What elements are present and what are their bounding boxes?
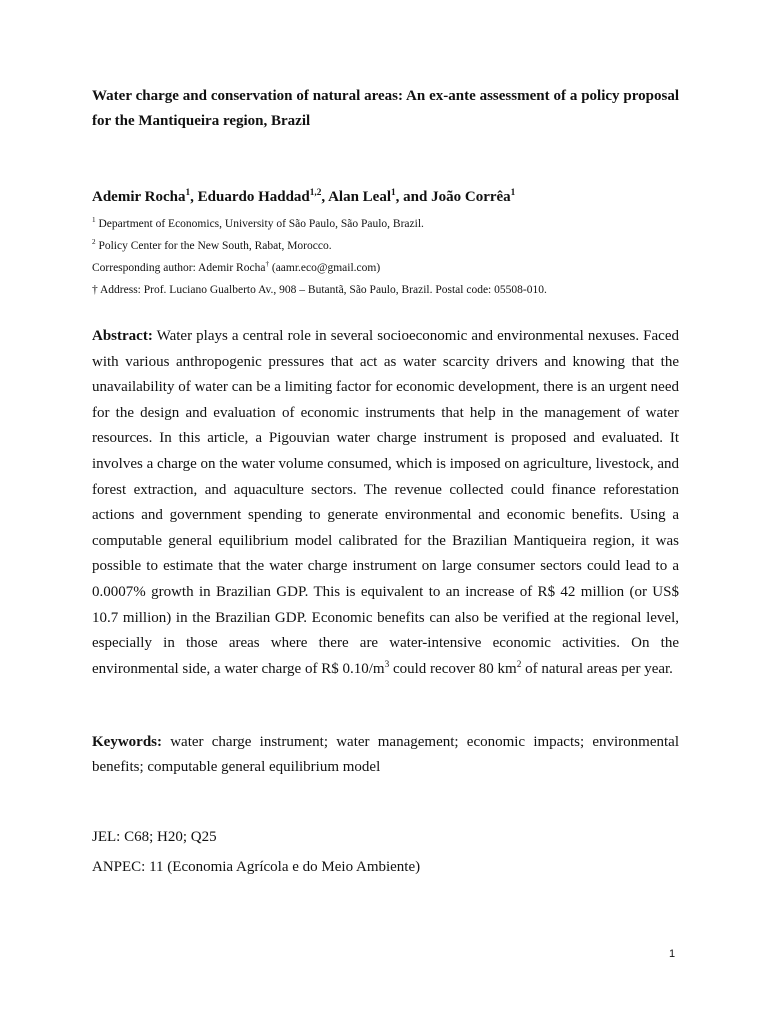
author-affiliation-mark: 1 <box>510 188 516 198</box>
abstract-text: Water plays a central role in several socioeconomic and environmental nexuses. Faced with various anthropogenic pressures that act as water scarcity drivers and knowing that the unavailability of water can be a limiting factor for economic development, there is an urgent need for the design and evaluation of economic instruments that help in the management of water resources. In this article, a Pigouvian water charge instrument is proposed and evaluated. It involves a charge on the water volume consumed, which is imposed on agriculture, livestock, and forest extraction, and aquaculture sectors. The revenue collected could finance reforestation actions and government spending to generate environmental and economic benefits. Using a computable general equilibrium model calibrated for the Brazilian Mantiqueira region, it was possible to estimate that the water charge instrument on large consumer sectors could lead to a 0.0007% growth in Brazilian GDP. This is equivalent to an increase of R$ 42 million (or US$ 10.7 million) in the Brazilian GDP. Economic benefits can also be verified at the regional level, especially in those areas where there are water-intensive economic activities. On the environmental side, a water charge of R$ 0.10/m <box>92 328 679 677</box>
affiliation-text: Policy Center for the New South, Rabat, Morocco. <box>95 240 332 252</box>
abstract <box>92 324 679 682</box>
author-affiliation-mark: 1 <box>391 188 396 198</box>
corresponding-email: (aamr.eco@gmail.com) <box>269 262 381 274</box>
author-list <box>92 187 679 207</box>
dagger-mark: † <box>265 260 269 269</box>
affiliation-mark: 2 <box>92 238 96 247</box>
anpec-area: ANPEC: 11 (Economia Agrícola e do Meio Ambiente) <box>92 859 421 876</box>
author-separator: , <box>321 189 329 205</box>
page-number: 1 <box>669 948 676 960</box>
author-affiliation-mark: 1,2 <box>309 188 322 198</box>
author-name: Eduardo Haddad <box>197 189 310 205</box>
abstract-text: of natural areas per year. <box>521 660 673 677</box>
affiliation-text: Department of Economics, University of São Paulo, São Paulo, Brazil. <box>95 218 424 230</box>
author-name: Ademir Rocha <box>92 189 186 205</box>
corresponding-author <box>92 262 679 274</box>
abstract-text: could recover 80 km <box>389 660 517 677</box>
corresponding-prefix: Corresponding author: Ademir Rocha <box>92 262 266 274</box>
keywords <box>92 730 679 780</box>
affiliation-mark: 1 <box>92 216 96 225</box>
keywords-label: Keywords: <box>92 734 162 751</box>
author-separator: , <box>190 189 198 205</box>
author-name: João Corrêa <box>431 189 511 205</box>
jel-codes: JEL: C68; H20; Q25 <box>92 829 217 846</box>
superscript-2: 2 <box>516 659 522 670</box>
superscript-3: 3 <box>384 659 390 670</box>
author-name: Alan Leal <box>328 189 392 205</box>
keywords-text: water charge instrument; water management; economic impacts; environmental benefits; computable general equilibrium model <box>92 734 679 776</box>
author-separator: , and <box>395 189 432 205</box>
affiliation-1 <box>92 218 679 230</box>
postal-address: † Address: Prof. Luciano Gualberto Av., 908 – Butantã, São Paulo, Brazil. Postal code: 05508-010. <box>92 284 547 296</box>
document-page <box>92 84 679 877</box>
author-affiliation-mark: 1 <box>185 188 191 198</box>
abstract-label: Abstract: <box>92 328 153 344</box>
affiliation-2 <box>92 240 679 252</box>
paper-title: Water charge and conservation of natural areas: An ex-ante assessment of a policy proposal for the Mantiqueira region, Brazil <box>92 88 679 129</box>
